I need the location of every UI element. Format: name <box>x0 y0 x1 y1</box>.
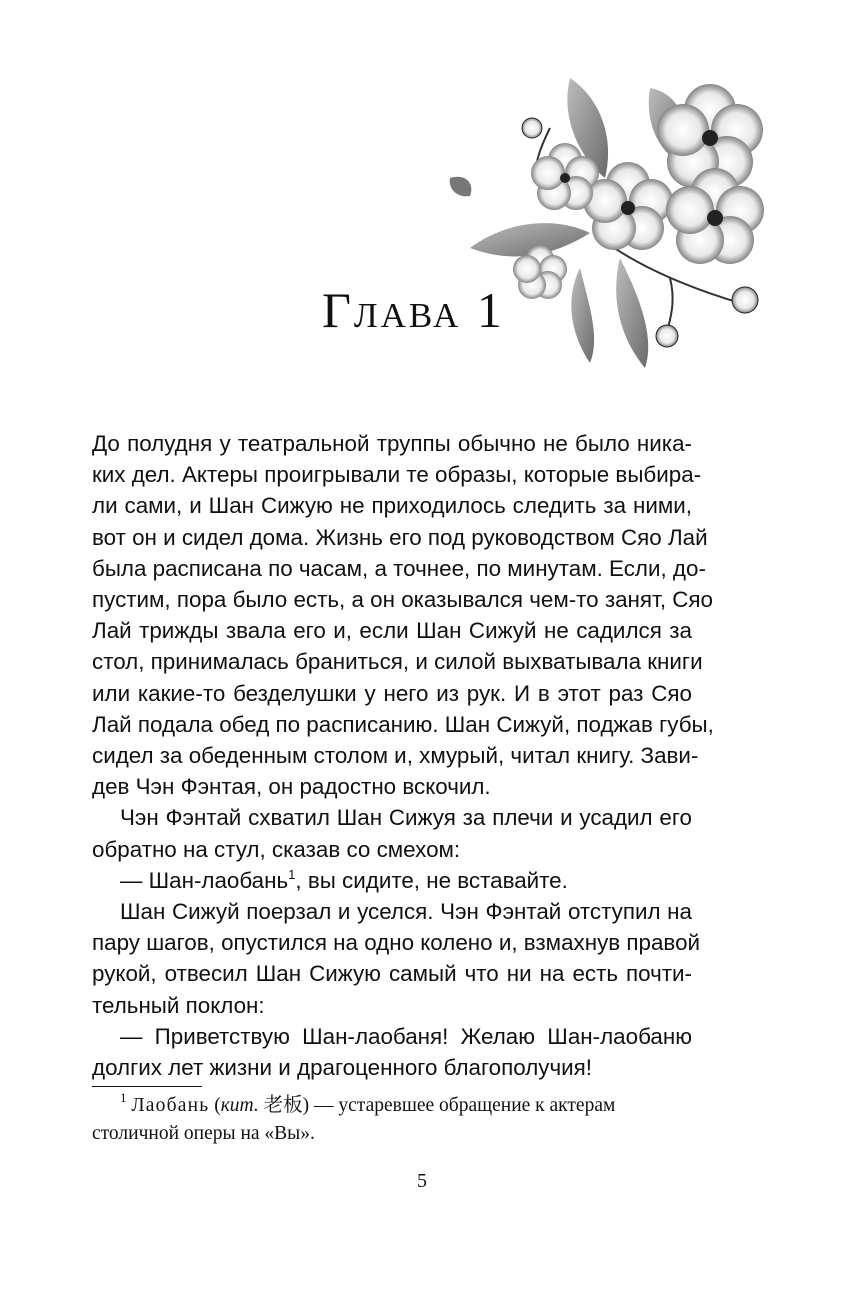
body-line: Шан Сижуй поерзал и уселся. Чэн Фэнтай отступил на <box>120 899 692 925</box>
footnote <box>92 1092 692 1148</box>
body-line: была расписана по часам, а точнее, по минутам. Если, до- <box>92 555 706 581</box>
body-line: Чэн Фэнтай схватил Шан Сижуя за плечи и усадил его <box>120 805 692 831</box>
footnote-ref: 1 <box>288 866 296 882</box>
footnote-line: столичной оперы на «Вы». <box>92 1123 315 1144</box>
footnote-paren-open: ( <box>209 1095 221 1116</box>
footnote-term: Лаобань <box>131 1095 210 1116</box>
footnote-line <box>92 1092 692 1120</box>
body-line: рукой, отвесил Шан Сижую самый что ни на есть почти- <box>92 961 692 987</box>
body-line: Лай трижды звала его и, если Шан Сижуй не садился за <box>92 618 692 644</box>
body-line: ли сами, и Шан Сижую не приходилось следить за ними, <box>92 493 692 519</box>
body-line: пару шагов, опустился на одно колено и, взмахнув правой <box>92 930 701 956</box>
footnote-divider <box>92 1086 202 1087</box>
chapter-title: Глава 1 <box>322 282 505 338</box>
body-line: сидел за обеденным столом и, хмурый, читал книгу. Зави- <box>92 743 699 769</box>
body-line: или какие-то безделушки у него из рук. И в этот раз Сяо <box>92 680 692 706</box>
body-line: Лай подала обед по расписанию. Шан Сижуй, поджав губы, <box>92 711 714 737</box>
dialogue-text: — Шан-лаобань <box>120 867 289 893</box>
body-line: — Приветствую Шан-лаобаня! Желаю Шан-лаобаню <box>120 1023 692 1049</box>
footnote-abbr: кит. <box>220 1095 259 1116</box>
dialogue-text: , вы сидите, не вставайте. <box>295 867 568 893</box>
footnote-hanzi: 老板 <box>258 1095 303 1116</box>
body-line: дев Чэн Фэнтая, он радостно вскочил. <box>92 774 491 800</box>
page-number: 5 <box>417 1170 427 1192</box>
footnote-marker: 1 <box>120 1090 127 1105</box>
body-line: тельный поклон: <box>92 992 265 1018</box>
body-line: До полудня у театральной труппы обычно не было ника- <box>92 431 692 456</box>
body-line: пустим, пора было есть, а он оказывался чем-то занят, Сяо <box>92 587 714 613</box>
body-line: вот он и сидел дома. Жизнь его под руководством Сяо Лай <box>92 524 708 550</box>
body-line-with-footnote <box>92 865 692 896</box>
body-line: обратно на стул, сказав со смехом: <box>92 836 461 862</box>
body-line: стол, принималась браниться, и силой выхватывала книги <box>92 649 703 675</box>
body-line: долгих лет жизни и драгоценного благополучия! <box>92 1055 592 1081</box>
chapter-body <box>92 428 714 1083</box>
footnote-definition: ) — устаревшее обращение к актерам <box>302 1095 616 1116</box>
body-line: ких дел. Актеры проигрывали те образы, которые выбира- <box>92 462 702 488</box>
